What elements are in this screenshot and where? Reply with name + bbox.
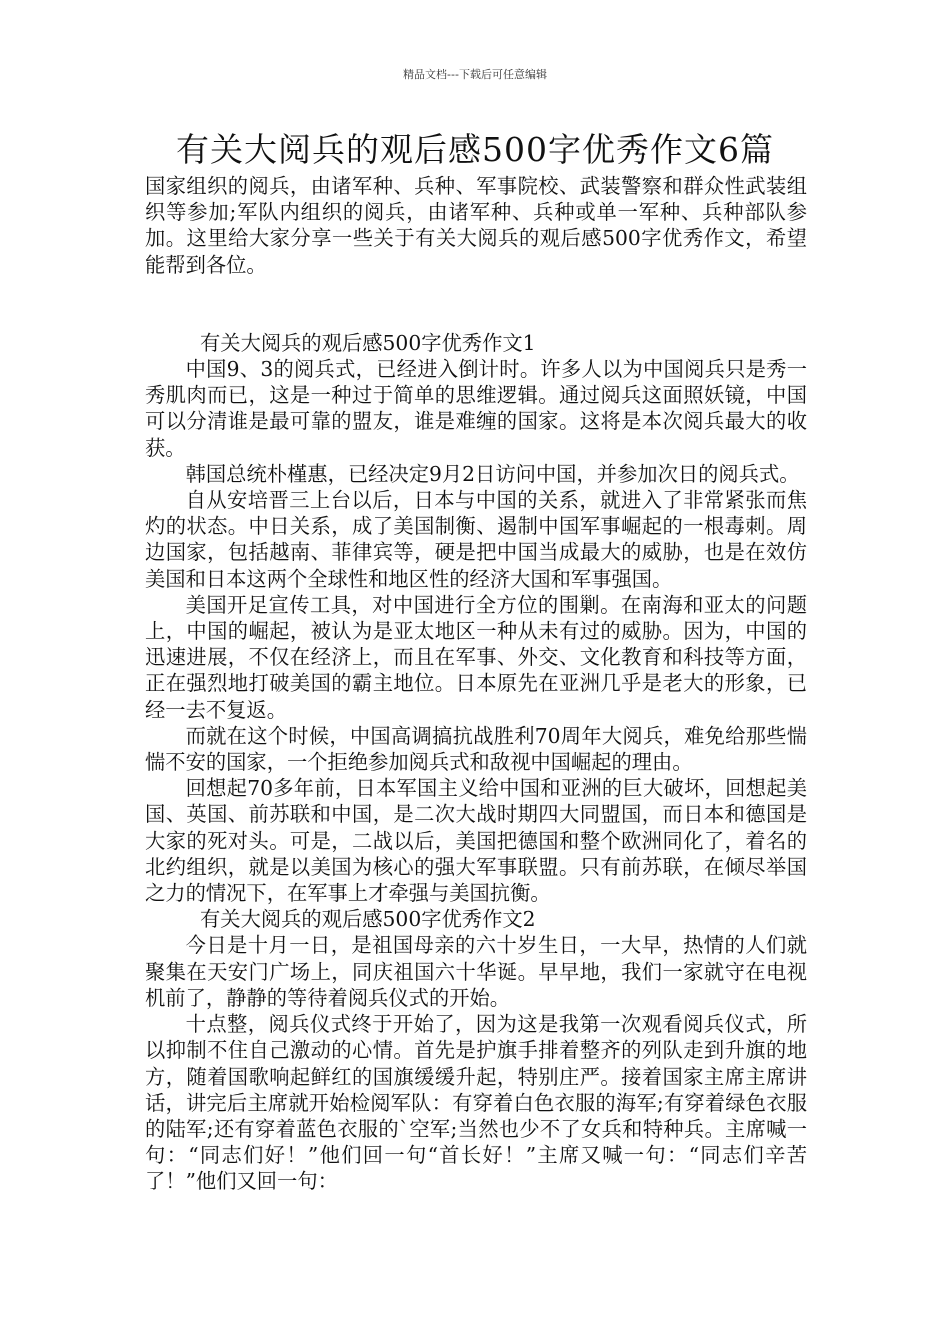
blank-line xyxy=(145,278,807,304)
paragraph: 美国开足宣传工具，对中国进行全方位的围剿。在南海和亚太的问题上，中国的崛起，被认为是亚太地区一种从未有过的威胁。因为，中国的迅速进展，不仅在经济上，而且在军事、外交、文化教育和科技等方面，正在强烈地打破美国的霸主地位。日本原先在亚洲几乎是老大的形象，已经一去不复返。 xyxy=(145,592,807,722)
paragraph: 中国9、3的阅兵式，已经进入倒计时。许多人以为中国阅兵只是秀一秀肌肉而已，这是一种过于简单的思维逻辑。通过阅兵这面照妖镜，中国可以分清谁是最可靠的盟友，谁是难缠的国家。这将是本次阅兵最大的收获。 xyxy=(145,357,807,460)
paragraph: 十点整，阅兵仪式终于开始了，因为这是我第一次观看阅兵仪式，所以抑制不住自己激动的心情。首先是护旗手排着整齐的列队走到升旗的地方，随着国歌响起鲜红的国旗缓缓升起，特别庄严。接着国家主席主席讲话，讲完后主席就开始检阅军队：有穿着白色衣服的海军;有穿着绿色衣服的陆军;还有穿着蓝色衣服的`空军;当然也少不了女兵和特种兵。主席喊一句：“同志们好！”他们回一句“首长好！”主席又喊一句：“同志们辛苦了！”他们又回一句： xyxy=(145,1012,807,1194)
paragraph: 韩国总统朴槿惠，已经决定9月2日访问中国，并参加次日的阅兵式。 xyxy=(185,461,800,486)
paragraph: 而就在这个时候，中国高调搞抗战胜利70周年大阅兵，难免给那些惴惴不安的国家，一个拒绝参加阅兵式和敌视中国崛起的理由。 xyxy=(145,723,807,775)
paragraph: 今日是十月一日，是祖国母亲的六十岁生日，一大早，热情的人们就聚集在天安门广场上，同庆祖国六十华诞。早早地，我们一家就守在电视机前了，静静的等待着阅兵仪式的开始。 xyxy=(145,933,807,1010)
document-title: 有关大阅兵的观后感500字优秀作文6篇 xyxy=(176,130,774,169)
blank-line xyxy=(145,304,807,330)
paragraph: 回想起70多年前，日本军国主义给中国和亚洲的巨大破坏，回想起美国、英国、前苏联和中国，是二次大战时期四大同盟国，而日本和德国是大家的死对头。可是，二战以后，美国把德国和整个欧洲同化了，着名的北约组织，就是以美国为核心的强大军事联盟。只有前苏联，在倾尽举国之力的情况下，在军事上才牵强与美国抗衡。 xyxy=(145,776,807,906)
section-heading-1: 有关大阅兵的观后感500字优秀作文1 xyxy=(200,330,536,355)
section-heading-2: 有关大阅兵的观后感500字优秀作文2 xyxy=(200,907,536,932)
document-body xyxy=(145,173,807,1195)
intro-paragraph: 国家组织的阅兵，由诸军种、兵种、军事院校、武装警察和群众性武装组织等参加;军队内组织的阅兵，由诸军种、兵种或单一军种、兵种部队参加。这里给大家分享一些关于有关大阅兵的观后感500字优秀作文，希望能帮到各位。 xyxy=(145,174,807,277)
paragraph: 自从安培晋三上台以后，日本与中国的关系，就进入了非常紧张而焦灼的状态。中日关系，成了美国制衡、遏制中国军事崛起的一根毒刺。周边国家，包括越南、菲律宾等，硬是把中国当成最大的威胁，也是在效仿美国和日本这两个全球性和地区性的经济大国和军事强国。 xyxy=(145,488,807,591)
page-header: 精品文档---下载后可任意编辑 xyxy=(403,68,547,81)
